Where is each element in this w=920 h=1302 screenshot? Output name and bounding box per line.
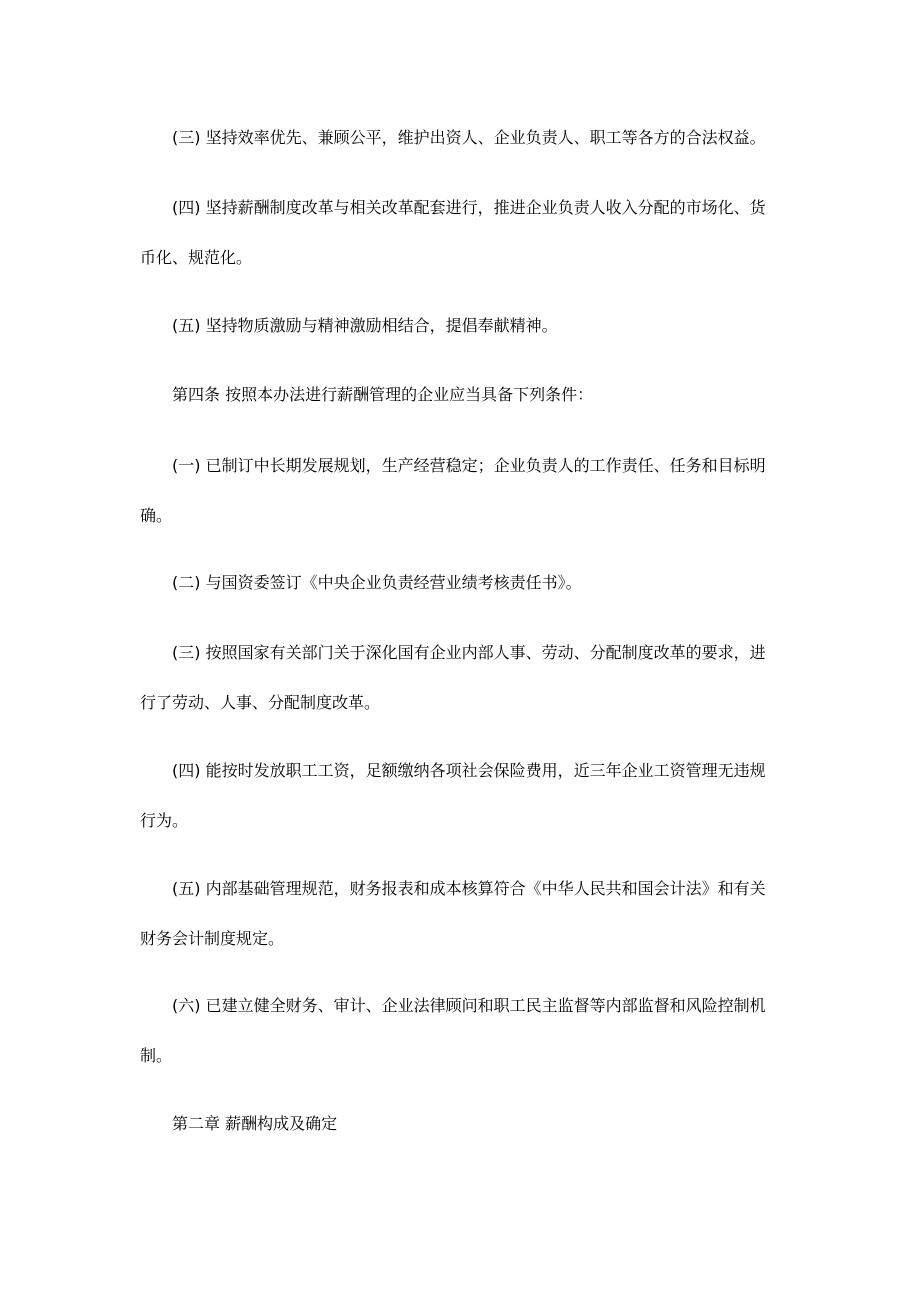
paragraph-condition-1: (一) 已制订中长期发展规划，生产经营稳定；企业负责人的工作责任、任务和目标明确。 [140, 456, 766, 525]
paragraph-condition-2: (二) 与国资委签订《中央企业负责经营业绩考核责任书》。 [172, 573, 582, 592]
paragraph-principle-4: (四) 坚持薪酬制度改革与相关改革配套进行，推进企业负责人收入分配的市场化、货币化、规范化。 [140, 198, 766, 267]
paragraph-condition-5: (五) 内部基础管理规范，财务报表和成本核算符合《中华人民共和国会计法》和有关财务会计制度规定。 [140, 879, 766, 948]
paragraph-condition-4: (四) 能按时发放职工工资，足额缴纳各项社会保险费用，近三年企业工资管理无违规行为。 [140, 761, 766, 830]
paragraph-principle-5: (五) 坚持物质激励与精神激励相结合，提倡奉献精神。 [172, 316, 558, 335]
paragraph-article-4: 第四条 按照本办法进行薪酬管理的企业应当具备下列条件： [172, 385, 594, 404]
paragraph-principle-3: (三) 坚持效率优先、兼顾公平，维护出资人、企业负责人、职工等各方的合法权益。 [172, 128, 766, 147]
chapter-heading: 第二章 薪酬构成及确定 [172, 1114, 338, 1133]
paragraph-condition-6: (六) 已建立健全财务、审计、企业法律顾问和职工民主监督等内部监督和风险控制机制。 [140, 996, 766, 1065]
paragraph-condition-3: (三) 按照国家有关部门关于深化国有企业内部人事、劳动、分配制度改革的要求，进行了劳动、人事、分配制度改革。 [140, 643, 766, 712]
